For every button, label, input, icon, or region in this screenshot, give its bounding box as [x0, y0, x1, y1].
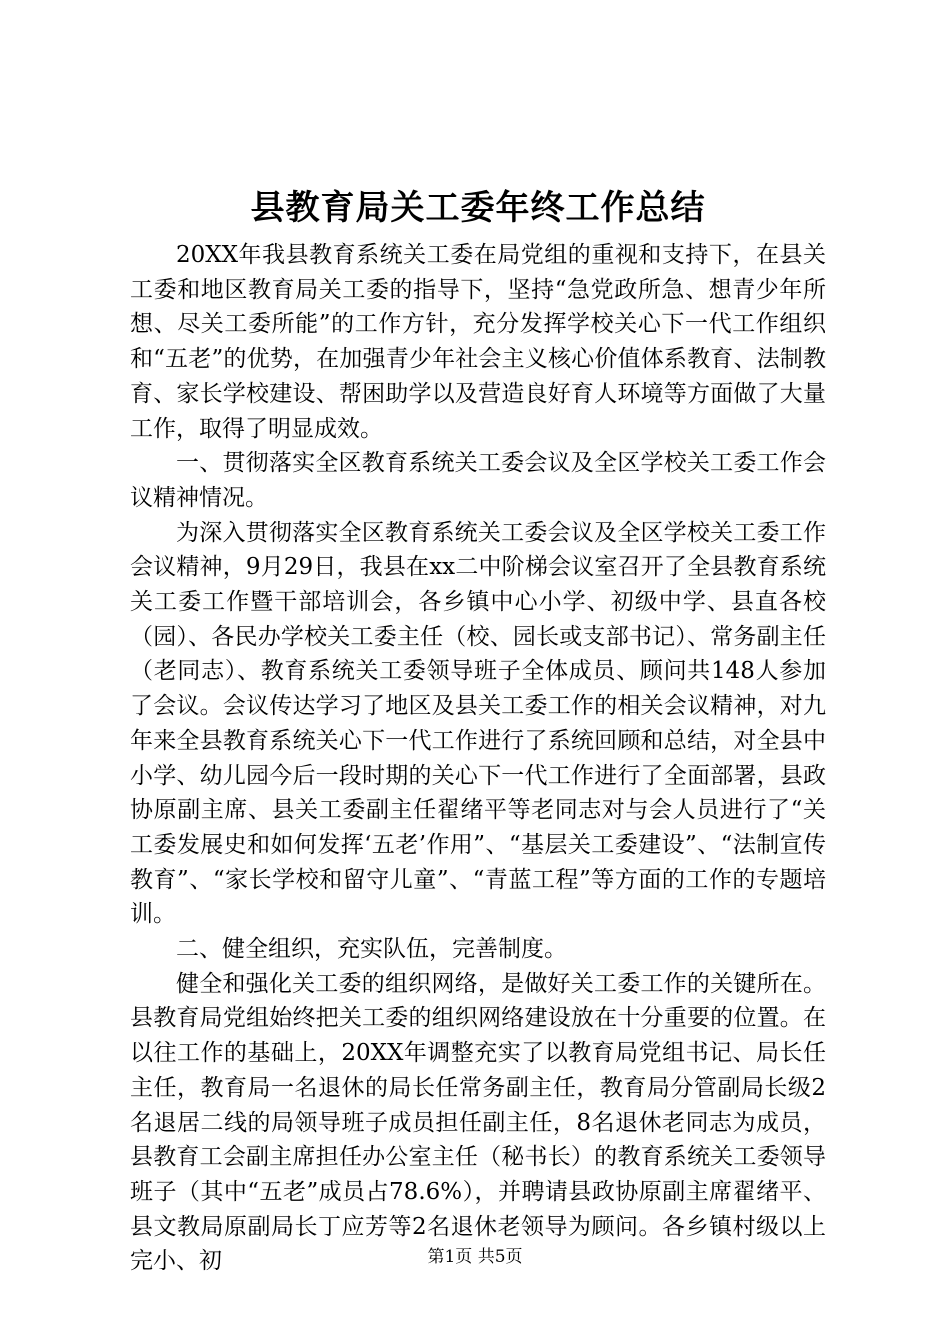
section-heading-2: 二、健全组织，充实队伍，完善制度。	[176, 936, 567, 963]
document-page	[130, 180, 826, 1279]
paragraph-intro: 20XX年我县教育系统关工委在局党组的重视和支持下，在县关工委和地区教育局关工委的指导下，坚持“急党政所急、想青少年所想、尽关工委所能”的工作方针，充分发挥学校关心下一代工作组织和“五老”的优势，在加强青少年社会主义核心价值体系教育、法制教育、家长学校建设、帮困助学以及营造良好育人环境等方面做了大量工作，取得了明显成效。	[130, 242, 826, 442]
paragraph-section-2: 健全和强化关工委的组织网络，是做好关工委工作的关键所在。县教育局党组始终把关工委的组织网络建设放在十分重要的位置。在以往工作的基础上，20XX年调整充实了以教育局党组书记、局长任主任，教育局一名退休的局长任常务副主任，教育局分管副局长级2名退居二线的局领导班子成员担任副主任，8名退休老同志为成员，县教育工会副主席担任办公室主任（秘书长）的教育系统关工委领导班子（其中“五老”成员占78.6%），并聘请县政协原副主席翟绪平、县文教局原副局长丁应芳等2名退休老领导为顾问。各乡镇村级以上完小、初	[130, 970, 826, 1275]
section-heading-1: 一、贯彻落实全区教育系统关工委会议及全区学校关工委工作会议精神情况。	[130, 450, 826, 511]
paragraph-section-1: 为深入贯彻落实全区教育系统关工委会议及全区学校关工委工作会议精神，9月29日，我县在xx二中阶梯会议室召开了全县教育系统关工委工作暨干部培训会，各乡镇中心小学、初级中学、县直各校（园）、各民办学校关工委主任（校、园长或支部书记）、常务副主任（老同志）、教育系统关工委领导班子全体成员、顾问共148人参加了会议。会议传达学习了地区及县关工委工作的相关会议精神，对九年来全县教育系统关心下一代工作进行了系统回顾和总结，对全县中小学、幼儿园今后一段时期的关心下一代工作进行了全面部署，县政协原副主席、县关工委副主任翟绪平等老同志对与会人员进行了“关工委发展史和如何发挥‘五老’作用”、“基层关工委建设”、“法制宣传教育”、“家长学校和留守儿童”、“青蓝工程”等方面的工作的专题培训。	[130, 519, 826, 928]
page-footer: 第1页 共5页	[427, 1247, 523, 1267]
document-title: 县教育局关工委年终工作总结	[250, 188, 706, 228]
